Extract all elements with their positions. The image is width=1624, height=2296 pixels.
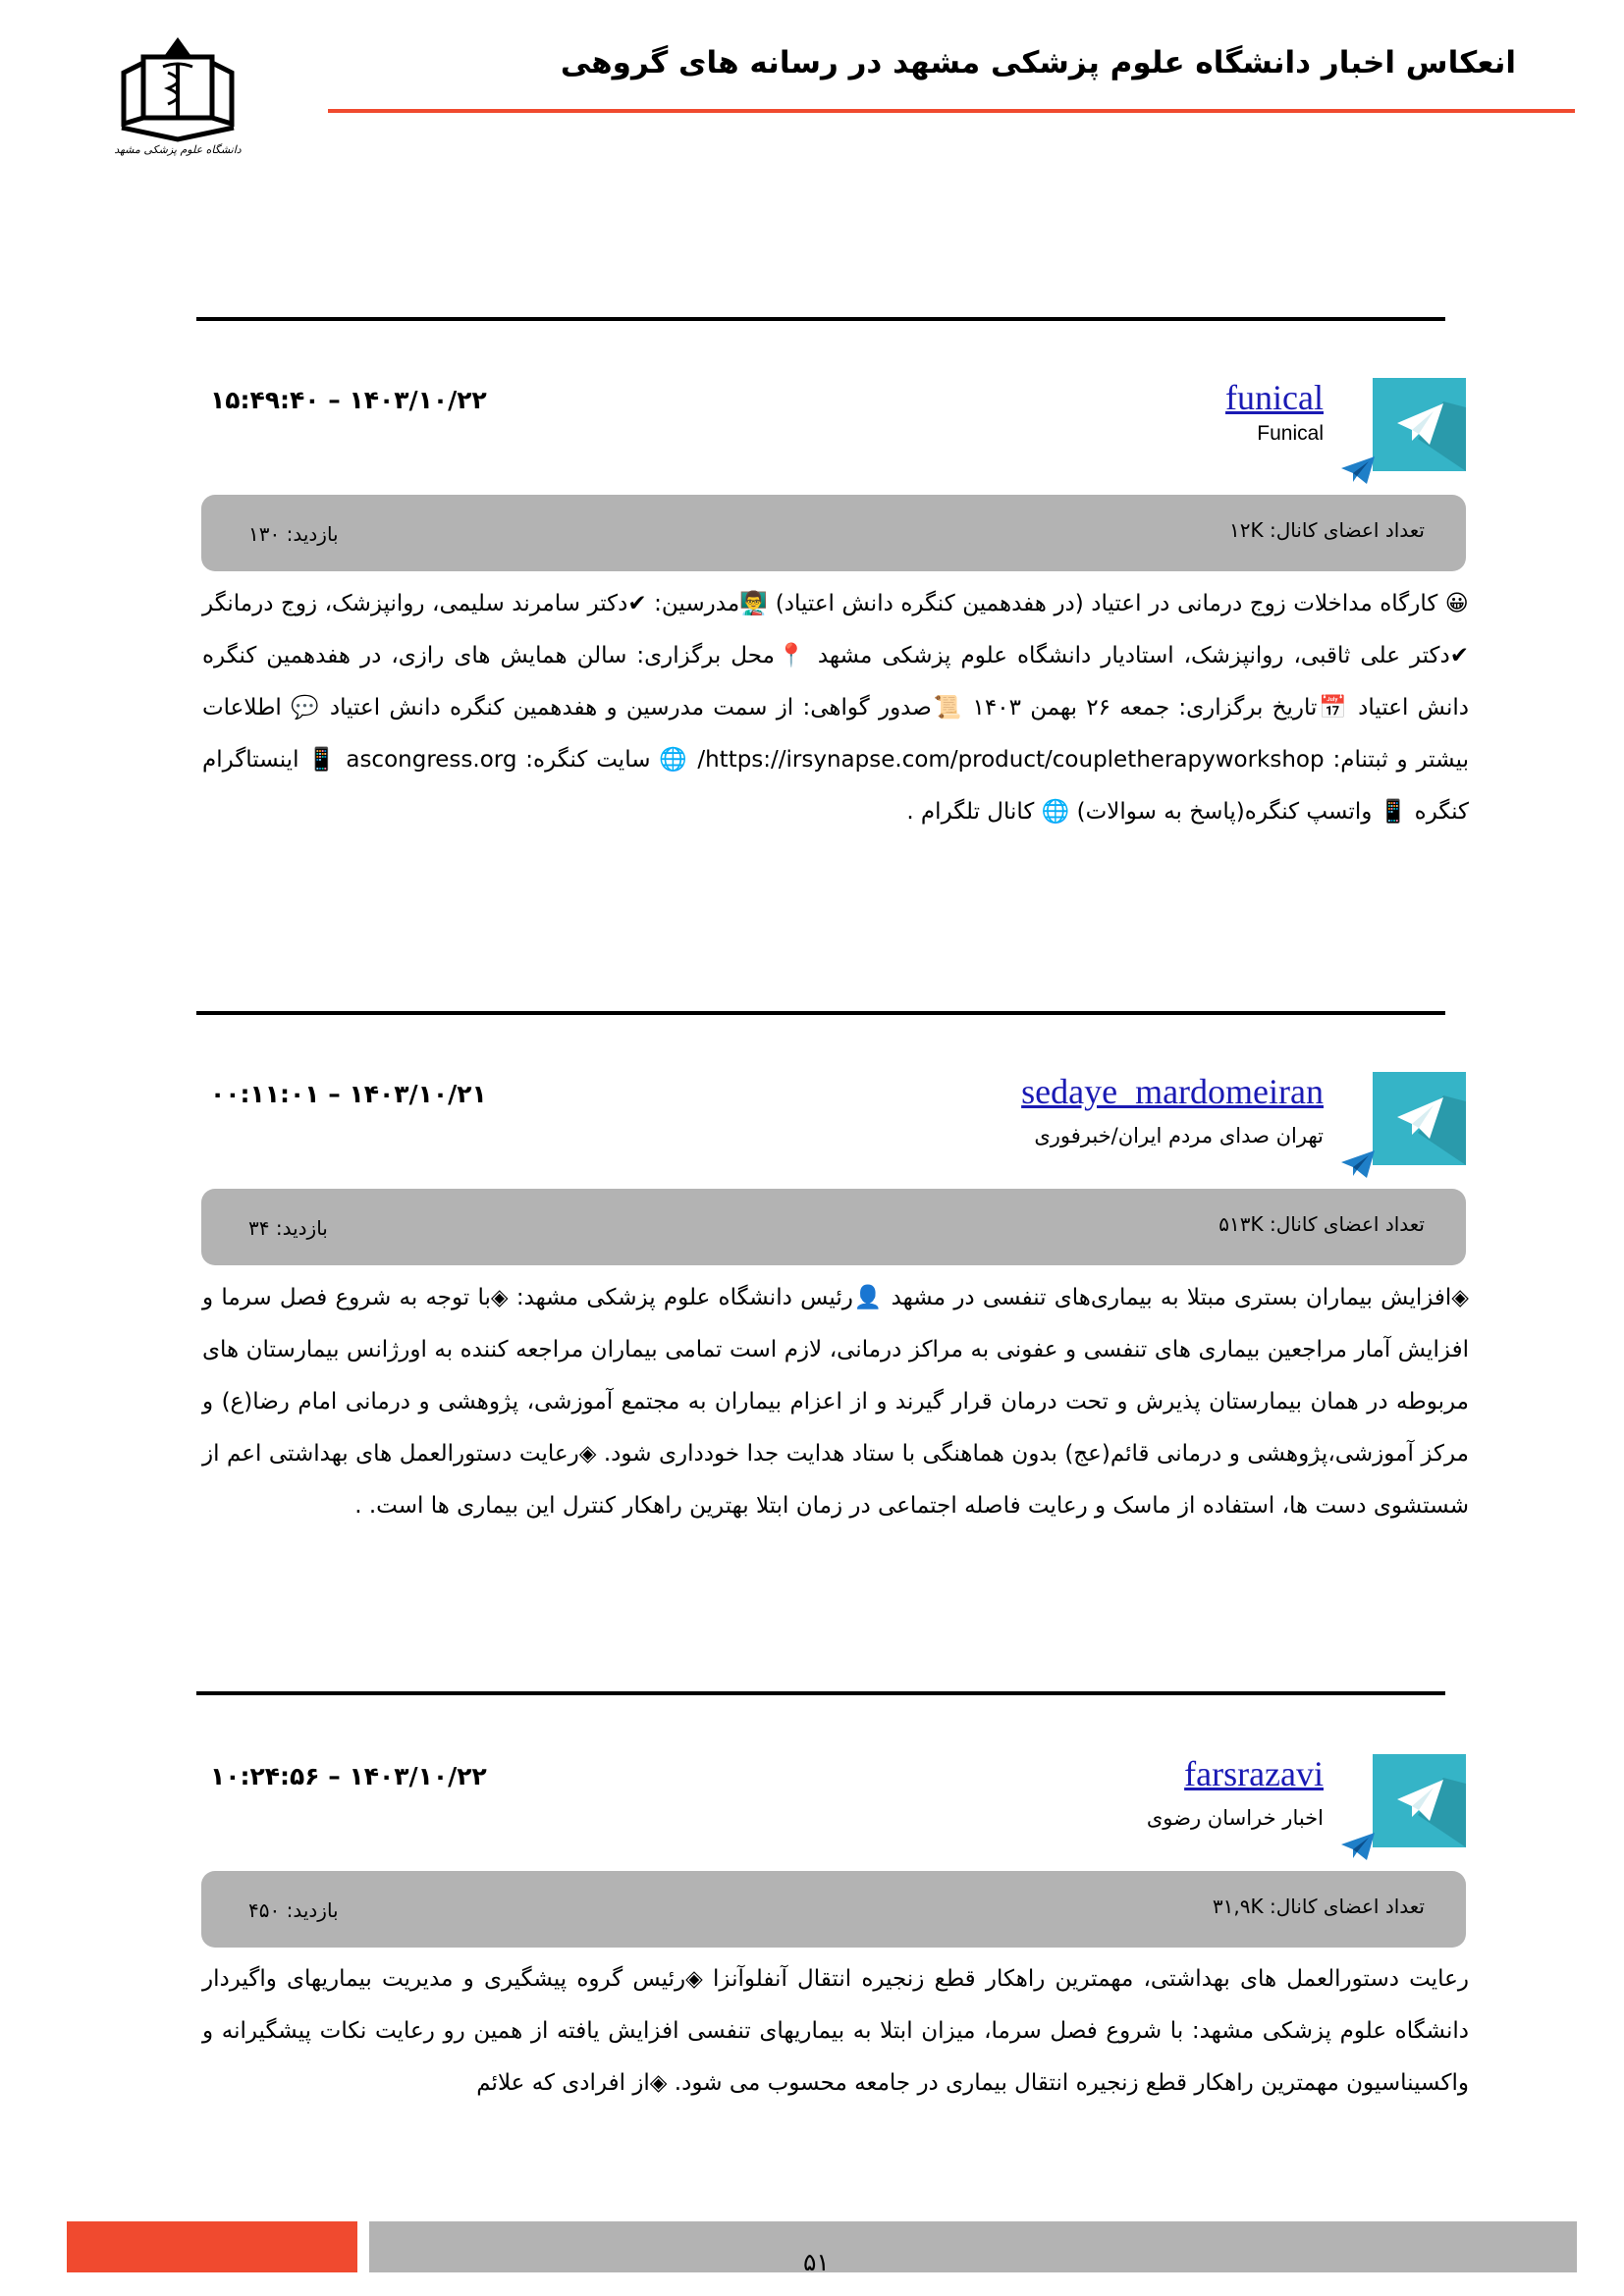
footer-accent-bar — [67, 2221, 357, 2272]
post-datetime: ۱۴۰۳/۱۰/۲۱ – ۰۰:۱۱:۰۱ — [210, 1080, 487, 1108]
telegram-icon[interactable] — [1373, 1754, 1466, 1847]
post-divider — [196, 1691, 1445, 1695]
view-count: بازدید: ۳۴ — [248, 1216, 328, 1240]
member-count: تعداد اعضای کانال: ۱۲K — [1229, 518, 1425, 542]
post-datetime: ۱۴۰۳/۱۰/۲۲ – ۱۵:۴۹:۴۰ — [210, 386, 487, 414]
view-count: بازدید: ۱۳۰ — [248, 522, 339, 546]
channel-link[interactable]: sedaye_mardomeiran — [1021, 1072, 1324, 1111]
post-stats-bar — [201, 495, 1466, 571]
post-body: 😀 کارگاه مداخلات زوج درمانی در اعتیاد (در هفدهمین کنگره دانش اعتیاد) 👨‍🏫مدرسین: ✔دکتر سامرند سلیمی، روانپزشک، زوج درمانگر ✔دکتر علی ثاقبی، روانپزشک، استادیار دانشگاه علوم پزشکی مشهد 📍محل برگزاری: سالن همایش های رازی، در هفدهمین کنگره دانش اعتیاد 📅تاریخ برگزاری: جمعه ۲۶ بهمن ۱۴۰۳ 📜صدور گواهی: از سمت مدرسین و هفدهمین کنگره دانش اعتیاد 💬 اطلاعات بیشتر و ثبتنام: https://irsynapse.com/product/coupletherapyworkshop/ 🌐 سایت کنگره: ascongress.org 📱 اینستاگرام کنگره 📱 واتسپ کنگره(پاسخ به سوالات) 🌐 کانال تلگرام . — [202, 591, 1469, 825]
post-body: رعایت دستورالعمل های بهداشتی، مهمترین راهکار قطع زنجیره انتقال آنفلوآنزا ◈رئیس گروه پیشگیری و مدیریت بیماریهای واگیردار دانشگاه علوم پزشکی مشهد: با شروع فصل سرما، میزان ابتلا به بیماریهای تنفسی افزایش یافته از همین رو رعایت نکات پیشگیرانه و واکسیناسیون مهمترین راهکار قطع زنجیره انتقال بیماری در جامعه محسوب می شود. ◈از افرادی که علائم — [202, 1966, 1469, 2096]
logo-caption: دانشگاه علوم پزشکی مشهد — [114, 143, 242, 156]
header-divider — [328, 109, 1575, 113]
telegram-plane-icon — [1339, 1831, 1377, 1862]
channel-name: تهران صدای مردم ایران/خبرفوری — [1034, 1124, 1324, 1148]
page-number: ۵۱ — [803, 2248, 830, 2276]
footer-bar — [369, 2221, 1577, 2272]
channel-link[interactable]: farsrazavi — [1184, 1754, 1324, 1793]
view-count: بازدید: ۴۵۰ — [248, 1898, 339, 1922]
post-stats-bar — [201, 1189, 1466, 1265]
post-datetime: ۱۴۰۳/۱۰/۲۲ – ۱۰:۲۴:۵۶ — [210, 1762, 487, 1790]
post-body: ◈افزایش بیماران بستری مبتلا به بیماری‌های تنفسی در مشهد 👤رئیس دانشگاه علوم پزشکی مشهد: ◈با توجه به شروع فصل سرما و افزایش آمار مراجعین بیماری های تنفسی و عفونی به مراکز درمانی، لازم است تمامی بیماران مراجعه کننده به اورژانس بیمارستان های مربوطه در همان بیمارستان پذیرش و تحت درمان قرار گیرند و از اعزام بیماران به مجتمع آموزشی، پژوهشی و درمانی امام رضا(ع) و مرکز آموزشی،پژوهشی و درمانی قائم(عج) بدون هماهنگی با ستاد هدایت جدا خودداری شود. ◈رعایت دستورالعمل های بهداشتی اعم از شستشوی دست ها، استفاده از ماسک و رعایت فاصله اجتماعی در زمان ابتلا بهترین راهکار کنترل این بیماری ها است. . — [202, 1285, 1469, 1519]
channel-name: Funical — [1257, 422, 1324, 445]
telegram-icon[interactable] — [1373, 378, 1466, 471]
post-divider — [196, 317, 1445, 321]
telegram-plane-icon — [1339, 454, 1377, 486]
telegram-plane-icon — [1339, 1148, 1377, 1180]
member-count: تعداد اعضای کانال: ۳۱,۹K — [1212, 1895, 1425, 1918]
member-count: تعداد اعضای کانال: ۵۱۳K — [1218, 1212, 1425, 1236]
telegram-icon[interactable] — [1373, 1072, 1466, 1165]
page-header-title: انعکاس اخبار دانشگاه علوم پزشکی مشهد در رسانه های گروهی — [560, 45, 1516, 80]
channel-link[interactable]: funical — [1225, 378, 1324, 417]
post-stats-bar — [201, 1871, 1466, 1948]
channel-name: اخبار خراسان رضوی — [1146, 1806, 1324, 1830]
post-divider — [196, 1011, 1445, 1015]
university-logo-icon — [114, 33, 242, 166]
